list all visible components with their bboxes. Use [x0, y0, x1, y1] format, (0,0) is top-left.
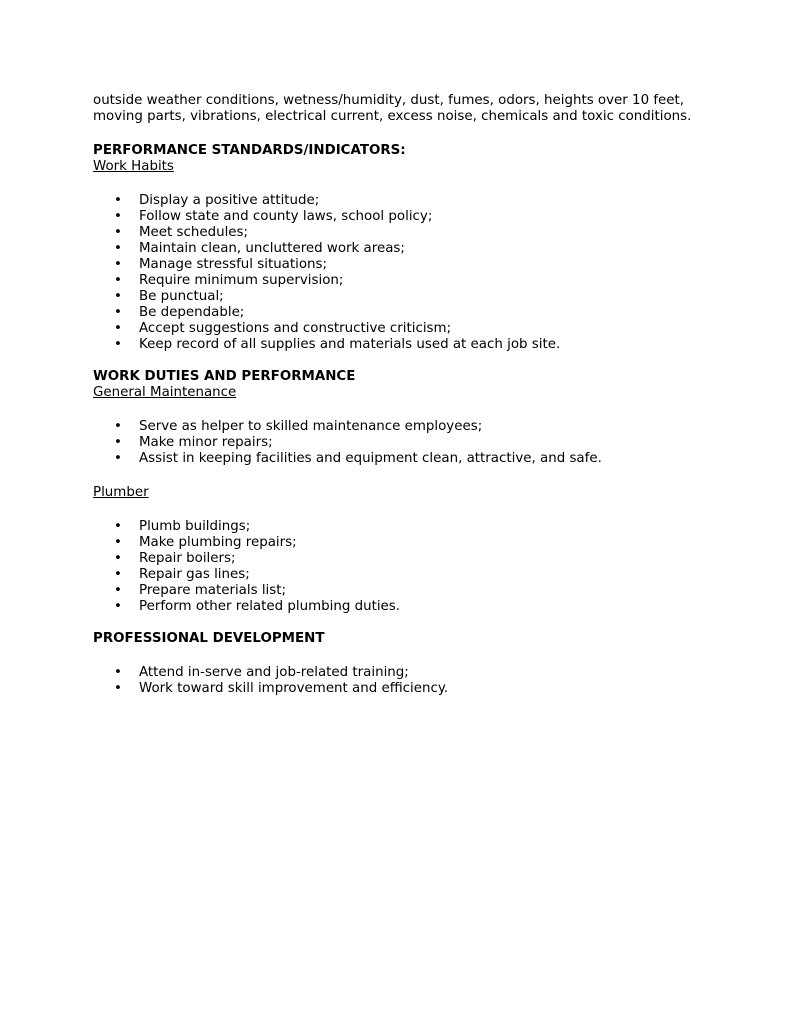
bullet-icon: •: [114, 519, 122, 534]
general-maintenance-subhead: General Maintenance: [93, 385, 237, 400]
bullet-icon: •: [114, 321, 122, 336]
list-item-text: Plumb buildings;: [139, 519, 251, 534]
list-item: [93, 535, 733, 551]
list-item: [93, 241, 733, 257]
plumber-subhead: Plumber: [93, 485, 149, 500]
work-habits-subhead: Work Habits: [93, 159, 174, 174]
document-page: [93, 93, 733, 697]
list-item: [93, 435, 733, 451]
bullet-icon: •: [114, 289, 122, 304]
bullet-icon: •: [114, 567, 122, 582]
list-item: [93, 583, 733, 599]
list-item-text: Be punctual;: [139, 289, 224, 304]
professional-development-title: PROFESSIONAL DEVELOPMENT: [93, 631, 325, 646]
bullet-icon: •: [114, 193, 122, 208]
list-item: [93, 337, 733, 353]
list-item-text: Follow state and county laws, school policy;: [139, 209, 433, 224]
list-item: [93, 519, 733, 535]
list-item-text: Prepare materials list;: [139, 583, 287, 598]
list-item-text: Work toward skill improvement and efficiency.: [139, 681, 449, 696]
list-item-text: Repair gas lines;: [139, 567, 250, 582]
intro-line-2: moving parts, vibrations, electrical current, excess noise, chemicals and toxic conditions.: [93, 109, 692, 124]
bullet-icon: •: [114, 225, 122, 240]
list-item-text: Display a positive attitude;: [139, 193, 320, 208]
list-item: [93, 451, 733, 467]
bullet-icon: •: [114, 451, 122, 466]
bullet-icon: •: [114, 665, 122, 680]
list-item: [93, 321, 733, 337]
list-item: [93, 567, 733, 583]
list-item-text: Keep record of all supplies and materials used at each job site.: [139, 337, 561, 352]
list-item: [93, 305, 733, 321]
plumber-list: [93, 519, 733, 615]
bullet-icon: •: [114, 337, 122, 352]
bullet-icon: •: [114, 273, 122, 288]
list-item-text: Require minimum supervision;: [139, 273, 344, 288]
list-item-text: Attend in-serve and job-related training;: [139, 665, 409, 680]
general-maintenance-list: [93, 419, 733, 467]
list-item-text: Make minor repairs;: [139, 435, 273, 450]
list-item-text: Meet schedules;: [139, 225, 249, 240]
bullet-icon: •: [114, 209, 122, 224]
bullet-icon: •: [114, 535, 122, 550]
list-item-text: Serve as helper to skilled maintenance employees;: [139, 419, 483, 434]
bullet-icon: •: [114, 583, 122, 598]
intro-line-1: outside weather conditions, wetness/humidity, dust, fumes, odors, heights over 10 feet,: [93, 93, 685, 108]
list-item-text: Perform other related plumbing duties.: [139, 599, 401, 614]
bullet-icon: •: [114, 681, 122, 696]
list-item-text: Repair boilers;: [139, 551, 236, 566]
list-item-text: Be dependable;: [139, 305, 245, 320]
list-item: [93, 193, 733, 209]
list-item: [93, 551, 733, 567]
list-item: [93, 225, 733, 241]
list-item: [93, 257, 733, 273]
bullet-icon: •: [114, 257, 122, 272]
list-item: [93, 273, 733, 289]
bullet-icon: •: [114, 419, 122, 434]
professional-development-list: [93, 665, 733, 697]
list-item-text: Assist in keeping facilities and equipment clean, attractive, and safe.: [139, 451, 602, 466]
bullet-icon: •: [114, 551, 122, 566]
list-item: [93, 289, 733, 305]
list-item: [93, 681, 733, 697]
list-item-text: Manage stressful situations;: [139, 257, 328, 272]
bullet-icon: •: [114, 241, 122, 256]
list-item-text: Accept suggestions and constructive criticism;: [139, 321, 452, 336]
list-item: [93, 599, 733, 615]
performance-standards-title: PERFORMANCE STANDARDS/INDICATORS:: [93, 143, 406, 158]
list-item-text: Maintain clean, uncluttered work areas;: [139, 241, 405, 256]
list-item: [93, 665, 733, 681]
bullet-icon: •: [114, 599, 122, 614]
work-habits-list: [93, 193, 733, 353]
bullet-icon: •: [114, 435, 122, 450]
list-item: [93, 209, 733, 225]
bullet-icon: •: [114, 305, 122, 320]
list-item-text: Make plumbing repairs;: [139, 535, 297, 550]
work-duties-title: WORK DUTIES AND PERFORMANCE: [93, 369, 356, 384]
list-item: [93, 419, 733, 435]
